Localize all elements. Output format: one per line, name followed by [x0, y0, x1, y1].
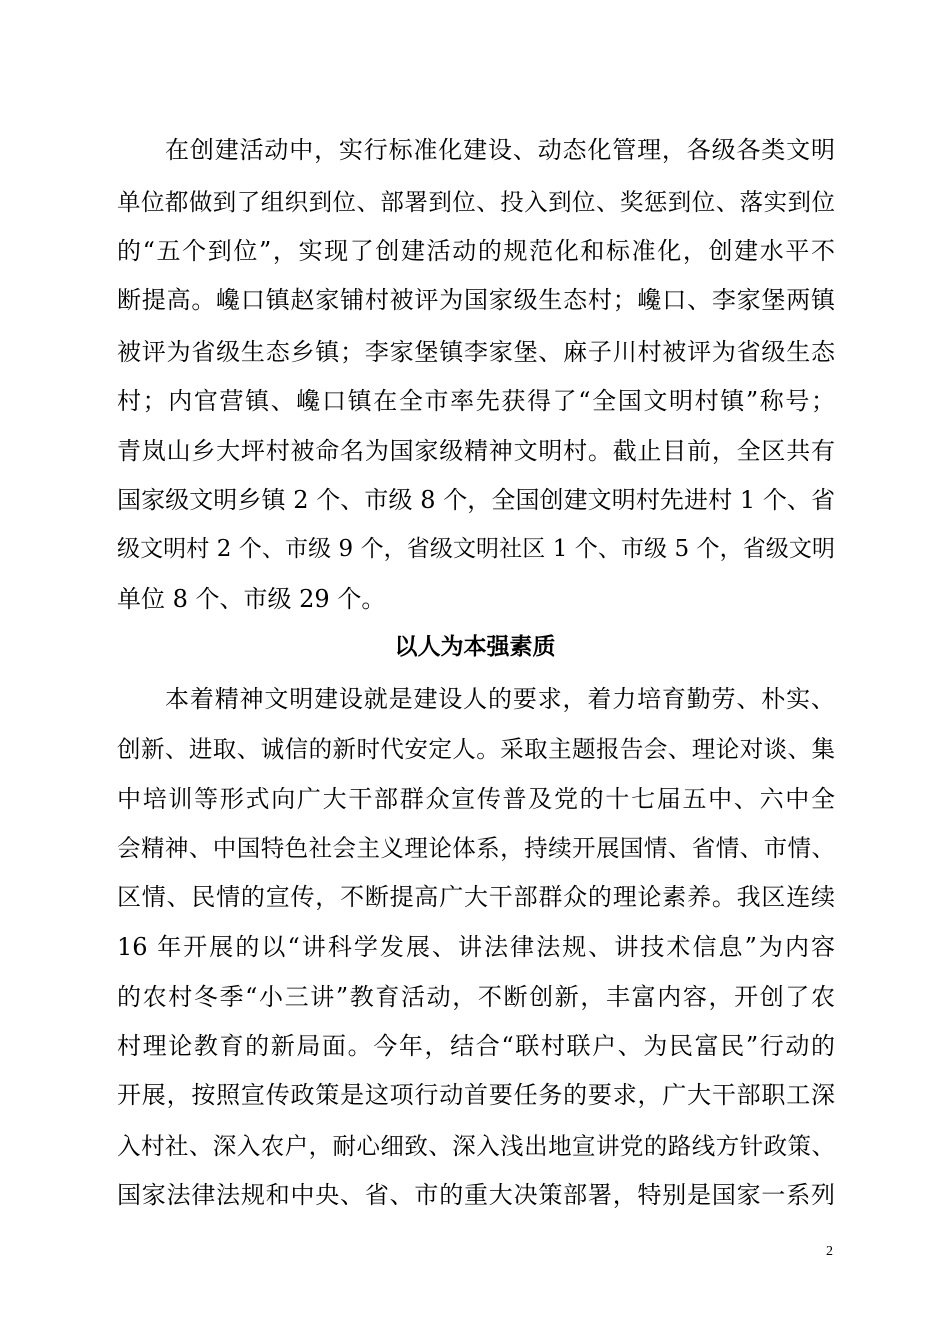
text-line: 的农村冬季“小三讲”教育活动，不断创新，丰富内容，开创了农 [117, 983, 835, 1011]
text-line: 青岚山乡大坪村被命名为国家级精神文明村。截止目前，全区共有 [117, 437, 835, 465]
text-line: 级文明村 2 个、市级 9 个，省级文明社区 1 个、市级 5 个，省级文明 [117, 536, 835, 562]
text-line: 在创建活动中，实行标准化建设、动态化管理，各级各类文明 [165, 136, 835, 164]
text-line: 区情、民情的宣传，不断提高广大干部群众的理论素养。我区连续 [117, 883, 835, 911]
section-heading: 以人为本强素质 [394, 634, 556, 660]
text-line: 村；内官营镇、巉口镇在全市率先获得了“全国文明村镇”称号； [117, 387, 835, 415]
text-line: 会精神、中国特色社会主义理论体系，持续开展国情、省情、市情、 [117, 834, 835, 862]
text-line: 单位都做到了组织到位、部署到位、投入到位、奖惩到位、落实到位 [117, 188, 835, 216]
text-line: 开展，按照宣传政策是这项行动首要任务的要求，广大干部职工深 [117, 1081, 835, 1109]
text-line: 国家法律法规和中央、省、市的重大决策部署，特别是国家一系列 [117, 1181, 835, 1209]
text-line: 断提高。巉口镇赵家铺村被评为国家级生态村；巉口、李家堡两镇 [117, 286, 835, 314]
text-line: 单位 8 个、市级 29 个。 [117, 585, 386, 613]
text-line: 的“五个到位”，实现了创建活动的规范化和标准化，创建水平不 [117, 237, 835, 265]
text-line: 入村社、深入农户，耐心细致、深入浅出地宣讲党的路线方针政策、 [117, 1132, 835, 1160]
text-line: 村理论教育的新局面。今年，结合“联村联户、为民富民”行动的 [117, 1032, 835, 1060]
page-number: 2 [826, 1244, 833, 1259]
text-line: 国家级文明乡镇 2 个、市级 8 个，全国创建文明村先进村 1 个、省 [117, 486, 835, 514]
text-line: 本着精神文明建设就是建设人的要求，着力培育勤劳、朴实、 [165, 685, 835, 713]
text-line: 创新、进取、诚信的新时代安定人。采取主题报告会、理论对谈、集 [117, 735, 835, 763]
text-line: 中培训等形式向广大干部群众宣传普及党的十七届五中、六中全 [117, 785, 835, 813]
text-line: 16 年开展的以“讲科学发展、讲法律法规、讲技术信息”为内容 [117, 933, 835, 961]
text-line: 被评为省级生态乡镇；李家堡镇李家堡、麻子川村被评为省级生态 [117, 338, 835, 366]
